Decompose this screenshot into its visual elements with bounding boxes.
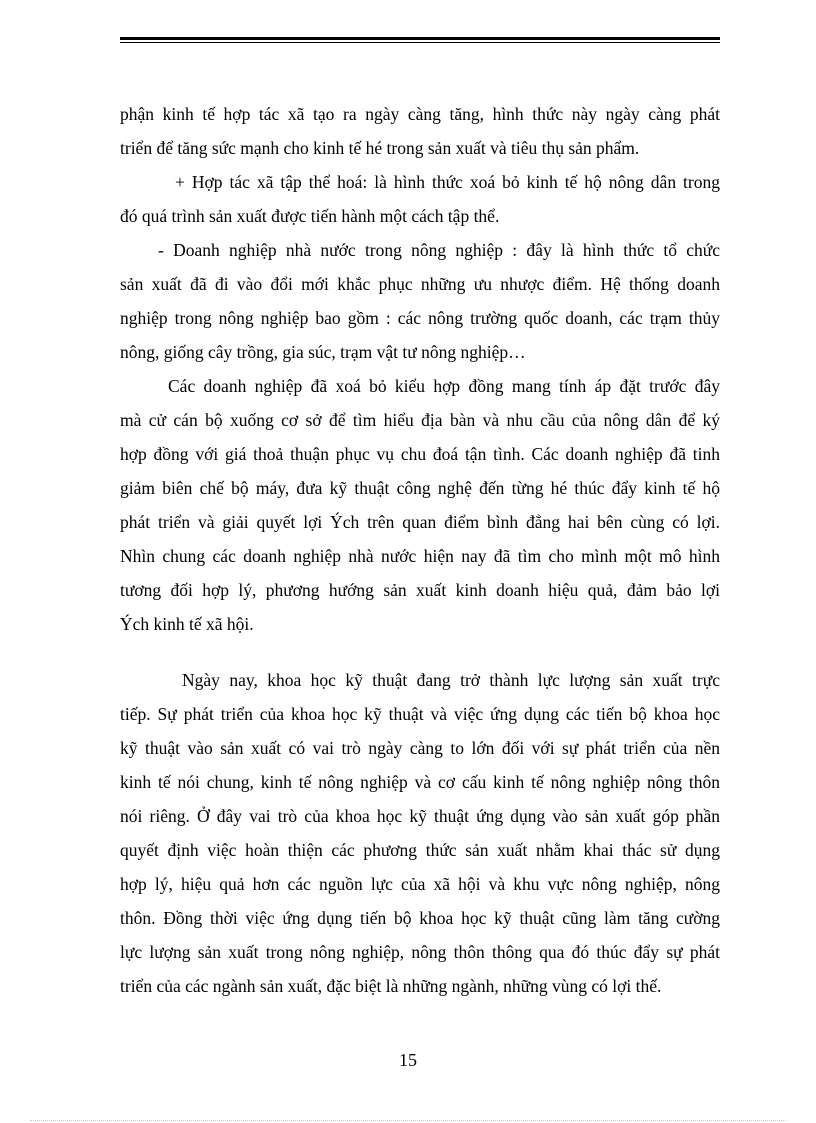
header-rule xyxy=(120,37,720,43)
text-line: Ngày nay, khoa học kỹ thuật đang trở thành lực lượng sản xuất trực xyxy=(182,670,720,690)
text-line: triển của các ngành sản xuất, đặc biệt là những ngành, những vùng có lợi thế. xyxy=(120,976,662,996)
header-rule-thick xyxy=(120,37,720,40)
text-line: triển để tăng sức mạnh cho kinh tế hé trong sản xuất và tiêu thụ sản phẩm. xyxy=(120,138,640,158)
header-rule-thin xyxy=(120,42,720,43)
text-line: sản xuất đã đi vào đổi mới khắc phục những ưu nhược điểm. Hệ thống doanh xyxy=(120,274,720,294)
text-line: hợp lý, hiệu quả hơn các nguồn lực của xã hội và khu vực nông nghiệp, nông xyxy=(120,874,720,894)
text-line: nghiệp trong nông nghiệp bao gồm : các nông trường quốc doanh, các trạm thủy xyxy=(120,308,720,328)
footer-dotted-rule xyxy=(30,1120,786,1121)
paragraph-gap xyxy=(120,641,720,663)
text-line: Ých kinh tế xã hội. xyxy=(120,614,254,634)
text-line: nói riêng. Ở đây vai trò của khoa học kỹ thuật ứng dụng vào sản xuất góp phần xyxy=(120,806,720,826)
text-line: Nhìn chung các doanh nghiệp nhà nước hiện nay đã tìm cho mình một mô hình xyxy=(120,546,720,566)
text-line: tiếp. Sự phát triển của khoa học kỹ thuật và việc ứng dụng các tiến bộ khoa học xyxy=(120,704,720,724)
text-line: đó quá trình sản xuất được tiến hành một cách tập thể. xyxy=(120,206,500,226)
text-line: kinh tế nói chung, kinh tế nông nghiệp và cơ cấu kinh tế nông nghiệp nông thôn xyxy=(120,772,720,792)
text-line: phận kinh tế hợp tác xã tạo ra ngày càng tăng, hình thức này ngày càng phát xyxy=(120,104,720,124)
document-body xyxy=(120,97,720,1003)
text-line: phát triển và giải quyết lợi Ých trên quan điểm bình đẳng hai bên cùng có lợi. xyxy=(120,512,720,532)
text-line: + Hợp tác xã tập thể hoá: là hình thức xoá bỏ kinh tế hộ nông dân trong xyxy=(175,172,720,192)
page-number: 15 xyxy=(399,1050,417,1070)
text-line: lực lượng sản xuất trong nông nghiệp, nông thôn thông qua đó thúc đẩy sự phát xyxy=(120,942,720,962)
text-line: hợp đồng với giá thoả thuận phục vụ chu đoá tận tình. Các doanh nghiệp đã tinh xyxy=(120,444,720,464)
text-line: giảm biên chế bộ máy, đưa kỹ thuật công nghệ đến từng hé thúc đẩy kinh tế hộ xyxy=(120,478,720,498)
text-line: mà cử cán bộ xuống cơ sở để tìm hiểu địa bàn và nhu cầu của nông dân để ký xyxy=(120,410,720,430)
text-line: - Doanh nghiệp nhà nước trong nông nghiệp : đây là hình thức tổ chức xyxy=(158,240,720,260)
text-line: thôn. Đồng thời việc ứng dụng tiến bộ khoa học kỹ thuật cũng làm tăng cường xyxy=(120,908,720,928)
text-line: Các doanh nghiệp đã xoá bỏ kiểu hợp đồng mang tính áp đặt trước đây xyxy=(168,376,720,396)
text-line: kỹ thuật vào sản xuất có vai trò ngày càng to lớn đối với sự phát triển của nền xyxy=(120,738,720,758)
text-line: nông, giống cây trồng, gia súc, trạm vật tư nông nghiệp… xyxy=(120,342,526,362)
text-line: quyết định việc hoàn thiện các phương thức sản xuất nhằm khai thác sử dụng xyxy=(120,840,720,860)
text-line: tương đối hợp lý, phương hướng sản xuất kinh doanh hiệu quả, đảm bảo lợi xyxy=(120,580,720,600)
